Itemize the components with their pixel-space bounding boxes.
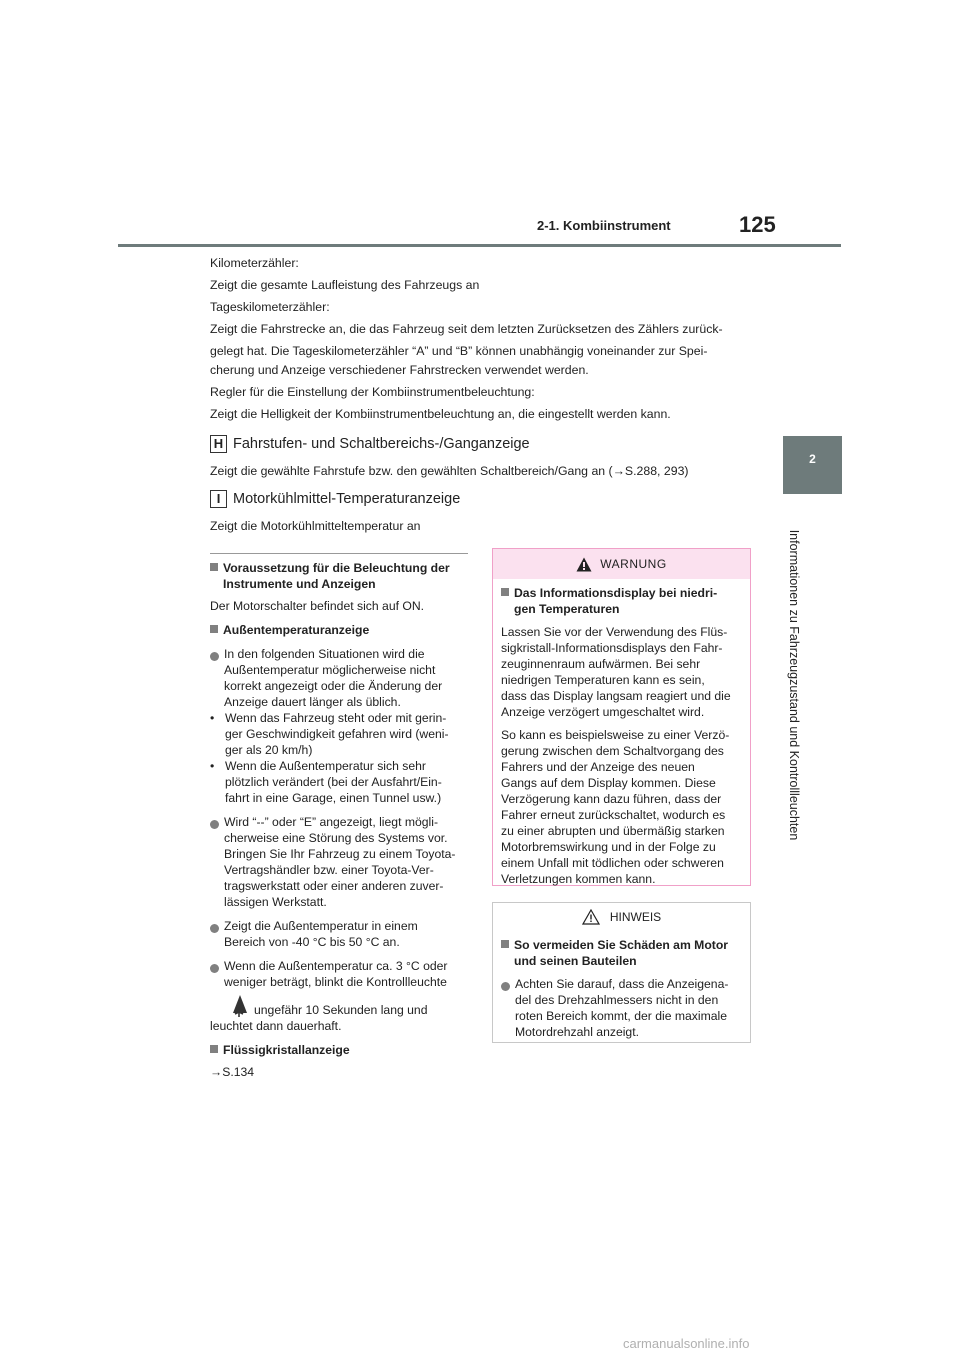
warning-header (493, 549, 750, 579)
warning-box (492, 548, 751, 886)
circle-bullet-icon (501, 982, 510, 991)
section-h-heading (210, 435, 530, 453)
lcd-reference: →S.134 (210, 1065, 255, 1079)
section-i-title: Motorkühlmittel-Temperaturanzeige (233, 491, 461, 507)
page-number: 125 (739, 212, 776, 237)
notice-label: HINWEIS (609, 910, 662, 924)
list-item: Wenn die Außentemperatur ca. 3 °C oder weniger beträgt, blinkt die Kontrollleuchte ungefähr 10 Sekunden lang und (210, 958, 472, 1018)
intro-line-1: Kilometerzähler: (210, 256, 299, 270)
section-h-title: Fahrstufen- und Schaltbereichs-/Ganganzeige (233, 436, 530, 452)
list-item: Zeigt die Außentemperatur in einem Bereich von -40 °C bis 50 °C an. (210, 918, 472, 950)
header-divider (118, 244, 841, 247)
square-bullet-icon (501, 940, 509, 948)
left-column-divider (210, 553, 468, 554)
intro-line-2: Zeigt die gesamte Laufleistung des Fahrzeugs an (210, 278, 480, 292)
circle-bullet-icon (210, 964, 219, 973)
outside-temp-heading: Außentemperaturanzeige (210, 622, 472, 638)
square-bullet-icon (501, 588, 509, 596)
intro-line-5: gelegt hat. Die Tageskilometerzähler “A” und “B” können unabhängig voneinander zur Spei- (210, 344, 708, 358)
intro-line-8: Zeigt die Helligkeit der Kombiinstrumentbeleuchtung an, die eingestellt werden kann. (210, 407, 671, 421)
notice-header (493, 903, 750, 931)
caution-triangle-icon (582, 909, 600, 925)
circle-bullet-icon (210, 652, 219, 661)
notice-heading: So vermeiden Sie Schäden am Motor und seinen Bauteilen (501, 937, 742, 969)
sub-list-item: • Wenn die Außentemperatur sich sehr plötzlich verändert (bei der Ausfahrt/Ein- fahrt in eine Garage, einen Tunnel usw.) (210, 759, 442, 805)
section-h-marker: H (210, 435, 227, 453)
warning-paragraph-2: So kann es beispielsweise zu einer Verzö- gerung zwischen dem Schaltvorgang des Fahrers und der Anzeige des neuen Gangs auf dem Display kommen. Diese Verzögerung kann dazu führen, dass der Fahrer erneut zurückschaltet, wodurch es zu einer abrupten und übermäßig starken Motorbremswirkung und in der Folge zu einem Unfall mit tödlichen oder schweren Verletzungen kommen kann. (501, 728, 730, 886)
list-item: In den folgenden Situationen wird die Außentemperatur möglicherweise nicht korrekt angezeigt oder die Änderung der Anzeige dauert länger als üblich. (210, 646, 472, 710)
lcd-heading: Flüssigkristallanzeige (210, 1042, 472, 1058)
section-h-text: Zeigt die gewählte Fahrstufe bzw. den gewählten Schaltbereich/Gang an (→S.288, 293) (210, 464, 689, 478)
watermark: carmanualsonline.info (623, 1336, 750, 1351)
intro-line-6: cherung und Anzeige verschiedener Fahrstrecken verwendet werden. (210, 363, 589, 377)
lighting-heading: Voraussetzung für die Beleuchtung der Instrumente und Anzeigen (210, 560, 472, 592)
warning-paragraph-1: Lassen Sie vor der Verwendung des Flüs- sigkristall-Informationsdisplays den Fahr- zeuginnenraum aufwärmen. Bei sehr niedrigen Temperaturen kann es sein, dass das Display langsam reagiert und die Anzeige verzögert umgeschaltet wird. (501, 625, 731, 719)
section-i-text: Zeigt die Motorkühlmitteltemperatur an (210, 519, 421, 533)
section-i-heading (210, 490, 460, 508)
warning-heading: Das Informationsdisplay bei niedri- gen Temperaturen (501, 585, 742, 617)
ice-warning-icon (228, 994, 250, 1018)
circle-bullet-icon (210, 820, 219, 829)
notice-box (492, 902, 751, 1043)
list-item: Achten Sie darauf, dass die Anzeigena- del des Drehzahlmessers nicht in den roten Bereich kommt, der die maximale Motordrehzahl anzeigt. (501, 976, 742, 1040)
intro-line-4: Zeigt die Fahrstrecke an, die das Fahrzeug seit dem letzten Zurücksetzen des Zählers zurück- (210, 322, 723, 336)
warning-triangle-icon (576, 557, 592, 572)
intro-line-7: Regler für die Einstellung der Kombiinstrumentbeleuchtung: (210, 385, 535, 399)
ice-warning-text: leuchtet dann dauerhaft. (210, 1019, 342, 1033)
chapter-number: 2 (809, 452, 816, 466)
sub-list-item: • Wenn das Fahrzeug steht oder mit gerin- ger Geschwindigkeit gefahren wird (weni- ger als 20 km/h) (210, 711, 449, 757)
warning-label: WARNUNG (600, 557, 667, 571)
section-title: 2-1. Kombiinstrument (537, 218, 671, 233)
circle-bullet-icon (210, 924, 219, 933)
square-bullet-icon (210, 625, 218, 633)
list-item: Wird “--” oder “E” angezeigt, liegt mögli- cherweise eine Störung des Systems vor. Bringen Sie Ihr Fahrzeug zu einem Toyota- Vertragshändler bzw. einer Toyota-Ver- tragswerkstatt oder einer anderen zuver- lässigen Werkstatt. (210, 814, 472, 910)
left-column (210, 560, 472, 1080)
square-bullet-icon (210, 1045, 218, 1053)
chapter-side-label (774, 500, 814, 870)
lighting-text: Der Motorschalter befindet sich auf ON. (210, 599, 425, 613)
chapter-side-label-text: Informationen zu Fahrzeugzustand und Kontrollleuchten (787, 529, 801, 841)
section-i-marker: I (210, 490, 227, 508)
intro-line-3: Tageskilometerzähler: (210, 300, 330, 314)
square-bullet-icon (210, 563, 218, 571)
